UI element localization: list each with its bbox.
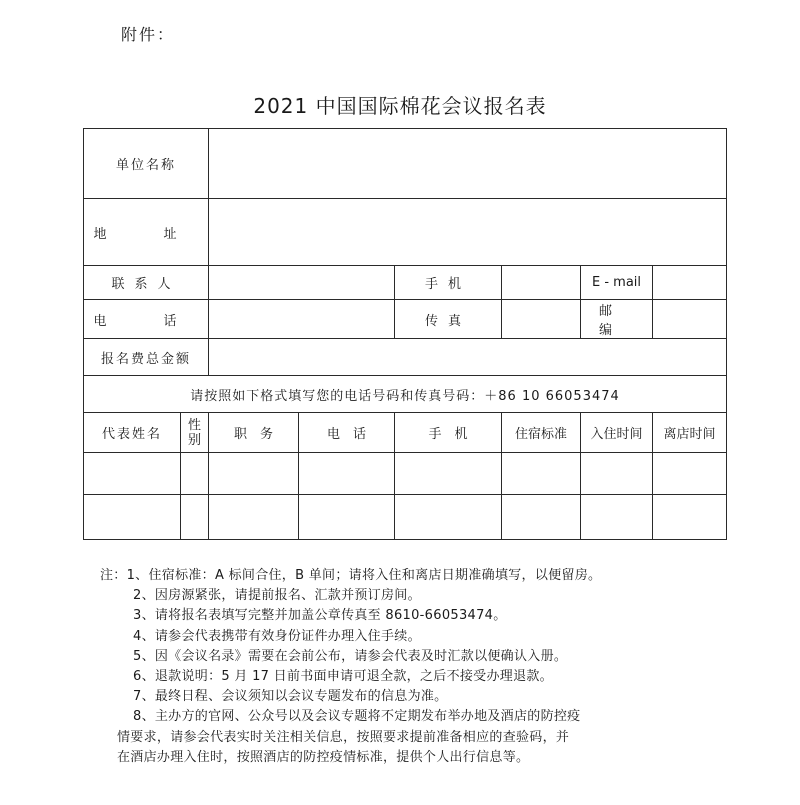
instruction-row (84, 376, 727, 413)
address-row (84, 199, 727, 266)
fee-label: 报名费总金额 (84, 339, 209, 376)
email-field[interactable] (653, 266, 727, 300)
delegate-name-cell[interactable] (84, 453, 181, 495)
mobile-label: 手机 (395, 266, 502, 300)
notes-section (100, 566, 720, 768)
delegate-room-cell[interactable] (502, 495, 581, 540)
delegate-header-row (84, 413, 727, 453)
unit-name-field[interactable] (209, 129, 727, 199)
delegate-phone-cell[interactable] (299, 495, 395, 540)
registration-form-table (83, 128, 727, 540)
col-mobile-header: 手 机 (395, 413, 502, 453)
delegate-gender-cell[interactable] (181, 495, 209, 540)
phone-field[interactable] (209, 300, 395, 339)
col-position-header: 职 务 (209, 413, 299, 453)
address-field[interactable] (209, 199, 727, 266)
contact-row (84, 266, 727, 300)
delegate-row (84, 495, 727, 540)
delegate-check-out-cell[interactable] (653, 495, 727, 540)
delegate-mobile-cell[interactable] (395, 453, 502, 495)
phone-row (84, 300, 727, 339)
attachment-label: 附件： (121, 25, 176, 44)
note-line: 注：1、住宿标准：A 标间合住，B 单间；请将入住和离店日期准确填写，以便留房。 (100, 568, 602, 583)
delegate-gender-cell[interactable] (181, 453, 209, 495)
delegate-room-cell[interactable] (502, 453, 581, 495)
unit-name-label: 单位名称 (84, 129, 209, 199)
delegate-check-in-cell[interactable] (581, 495, 653, 540)
mobile-field[interactable] (502, 266, 581, 300)
contact-field[interactable] (209, 266, 395, 300)
delegate-check-in-cell[interactable] (581, 453, 653, 495)
note-line: 在酒店办理入住时，按照酒店的防控疫情标准，提供个人出行信息等。 (117, 749, 530, 765)
delegate-check-out-cell[interactable] (653, 453, 727, 495)
contact-label: 联系人 (84, 266, 209, 300)
col-room-standard-header: 住宿标准 (502, 413, 581, 453)
unit-name-row (84, 129, 727, 199)
note-line: 6、退款说明：5 月 17 日前书面申请可退全款，之后不接受办理退款。 (133, 669, 553, 685)
delegate-position-cell[interactable] (209, 453, 299, 495)
col-gender-header: 性别 (181, 413, 209, 453)
note-line: 4、请参会代表携带有效身份证件办理入住手续。 (133, 628, 421, 644)
note-line: 8、主办方的官网、公众号以及会议专题将不定期发布举办地及酒店的防控疫 (133, 709, 581, 725)
note-line: 2、因房源紧张，请提前报名、汇款并预订房间。 (133, 588, 421, 604)
note-line: 7、最终日程、会议须知以会议专题发布的信息为准。 (133, 689, 448, 705)
col-phone-header: 电 话 (299, 413, 395, 453)
fax-label: 传真 (395, 300, 502, 339)
email-label: E - mail (581, 266, 653, 300)
note-line: 5、因《会议名录》需要在会前公布，请参会代表及时汇款以便确认入册。 (133, 648, 568, 664)
delegate-phone-cell[interactable] (299, 453, 395, 495)
page-title: 2021 中国国际棉花会议报名表 (253, 94, 547, 118)
delegate-name-cell[interactable] (84, 495, 181, 540)
fax-field[interactable] (502, 300, 581, 339)
delegate-row (84, 453, 727, 495)
note-line: 情要求，请参会代表实时关注相关信息，按照要求提前准备相应的查验码，并 (117, 729, 570, 745)
col-check-in-header: 入住时间 (581, 413, 653, 453)
phone-label: 电 话 (84, 300, 209, 339)
col-name-header: 代表姓名 (84, 413, 181, 453)
fee-field[interactable] (209, 339, 727, 376)
col-check-out-header: 离店时间 (653, 413, 727, 453)
delegate-mobile-cell[interactable] (395, 495, 502, 540)
note-line: 3、请将报名表填写完整并加盖公章传真至 8610-66053474。 (133, 608, 507, 624)
phone-format-instruction: 请按照如下格式填写您的电话号码和传真号码：＋86 10 66053474 (84, 376, 727, 413)
fee-row (84, 339, 727, 376)
postcode-label: 邮 编 (581, 300, 653, 339)
address-label: 地 址 (84, 199, 209, 266)
delegate-position-cell[interactable] (209, 495, 299, 540)
